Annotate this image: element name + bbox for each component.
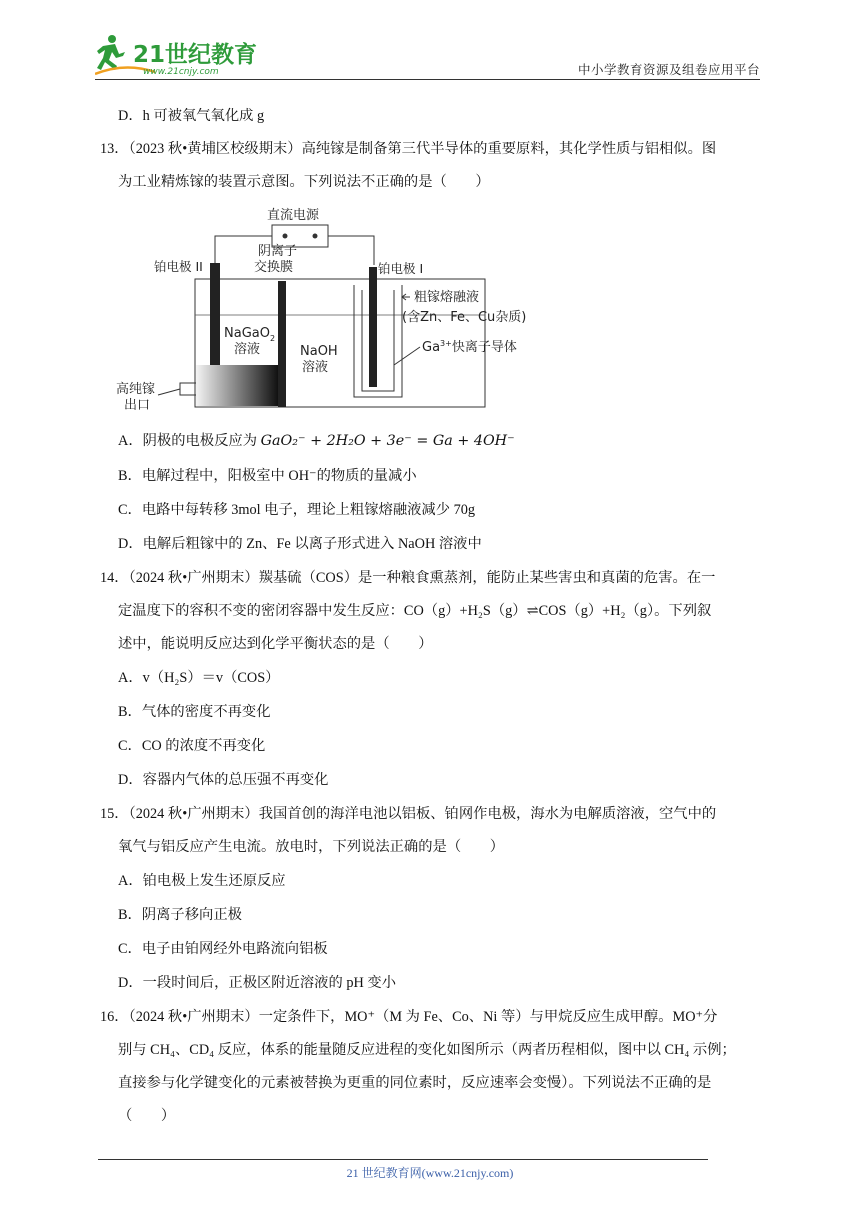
q15-stem-line-1: 15．（2024 秋•广州期末）我国首创的海洋电池以铝板、铂网作电极，海水为电解质溶液，空气中的 (100, 806, 717, 822)
q14-stem-line-1: 14．（2024 秋•广州期末）羰基硫（COS）是一种粮食熏蒸剂，能防止某些害虫和真菌的危害。在一 (100, 570, 716, 586)
site-logo (95, 32, 265, 76)
q16-stem-line-2: 别与 CH₄、CD₄ 反应，体系的能量随反应进程的变化如图所示（两者历程相似，图中以 CH₄ 示例； (118, 1042, 736, 1058)
outlet-pointer (158, 389, 180, 395)
nagao2-solution-label: 溶液 (234, 342, 261, 357)
crude-gallium-container (354, 285, 402, 397)
electrode-1-label: 铂电极 I (378, 261, 424, 276)
naoh-label: NaOH (300, 344, 338, 359)
footer-divider (98, 1159, 708, 1160)
nagao2-label: NaGaO$_2$ (224, 326, 276, 343)
logo-url-text: www.21cnjy.com (143, 67, 219, 76)
q15-stem-line-2: 氧气与铝反应产生电流。放电时，下列说法正确的是（ ） (118, 839, 505, 855)
power-terminal-right (313, 234, 318, 239)
platinum-electrode-2 (210, 263, 220, 367)
power-supply-label: 直流电源 (267, 208, 320, 223)
platinum-electrode-1 (369, 267, 377, 387)
q13-stem-line-1: 13．（2023 秋•黄埔区校级期末）高纯镓是制备第三代半导体的重要原料，其化学性质与铝相似。图 (100, 141, 717, 157)
q14-stem-line-2: 定温度下的容积不变的密闭容器中发生反应：CO（g）+H₂S（g）⇌COS（g）+H₂（g）。下列叙 (118, 603, 712, 619)
q14-option-c: C．CO 的浓度不再变化 (118, 738, 266, 754)
pure-gallium-deposit (196, 365, 278, 406)
outlet-label-1: 高纯镓 (116, 382, 156, 397)
logo-main-text: 21世纪教育 (133, 42, 258, 68)
q12-option-d: D．h 可被氧气氧化成 g (118, 108, 265, 124)
fast-ion-conductor (362, 290, 394, 391)
outlet-label-2: 出口 (124, 398, 151, 413)
q15-option-d: D．一段时间后，正极区附近溶液的 pH 变小 (118, 975, 396, 991)
electrode-2-label: 铂电极 II (154, 259, 203, 274)
q13-option-a-text: A．阴极的电极反应为 (118, 433, 261, 449)
membrane-label-2: 交换膜 (254, 260, 294, 275)
membrane-label-1: 阴离子 (258, 244, 298, 259)
crude-impurity-label: (含Zn、Fe、Cu杂质) (402, 310, 527, 325)
anion-exchange-membrane (278, 281, 286, 407)
platform-label: 中小学教育资源及组卷应用平台 (577, 62, 760, 77)
q14-option-b: B．气体的密度不再变化 (118, 704, 271, 720)
q14-option-d: D．容器内气体的总压强不再变化 (118, 772, 329, 788)
q14-option-a: A．v（H₂S）＝v（COS） (118, 670, 280, 686)
naoh-solution-label: 溶液 (302, 360, 329, 375)
q13-stem-line-2: 为工业精炼镓的装置示意图。下列说法不正确的是（ ） (118, 174, 490, 190)
q13-option-b: B．电解过程中，阳极室中 OH⁻的物质的量减小 (118, 468, 417, 484)
q15-option-c: C．电子由铂网经外电路流向铝板 (118, 941, 328, 957)
conductor-label: $Ga^{3+}$快离子导体 (422, 339, 517, 355)
q15-option-a: A．铂电极上发生还原反应 (118, 873, 286, 889)
q13-option-a (118, 431, 515, 451)
q16-stem-line-3: 直接参与化学键变化的元素被替换为更重的同位素时，反应速率会变慢）。下列说法不正确的是 (118, 1075, 712, 1091)
conductor-pointer (394, 347, 420, 365)
electrolysis-diagram (110, 205, 560, 415)
outlet-pipe (180, 383, 196, 395)
power-terminal-left (283, 234, 288, 239)
crude-gallium-label: 粗镓熔融液 (414, 290, 480, 305)
q16-stem-line-4: （ ） (118, 1108, 176, 1124)
crude-pointer-arrow (402, 294, 410, 300)
wire-right (328, 236, 374, 265)
q14-stem-line-3: 述中，能说明反应达到化学平衡状态的是（ ） (118, 636, 433, 652)
footer-text: 21 世纪教育网(www.21cnjy.com) (346, 1166, 514, 1180)
q15-option-b: B．阴离子移向正极 (118, 907, 242, 923)
header-divider (95, 79, 760, 80)
q16-stem-line-1: 16．（2024 秋•广州期末）一定条件下，MO⁺（M 为 Fe、Co、Ni 等）与甲烷反应生成甲醇。MO⁺分 (100, 1009, 718, 1025)
q13-option-c: C．电路中每转移 3mol 电子，理论上粗镓熔融液减少 70g (118, 502, 476, 518)
q13-option-a-equation: GaO₂⁻ + 2H₂O + 3e⁻ = Ga + 4OH⁻ (260, 433, 515, 449)
page-header (95, 28, 760, 80)
q13-option-d: D．电解后粗镓中的 Zn、Fe 以离子形式进入 NaOH 溶液中 (118, 536, 482, 552)
